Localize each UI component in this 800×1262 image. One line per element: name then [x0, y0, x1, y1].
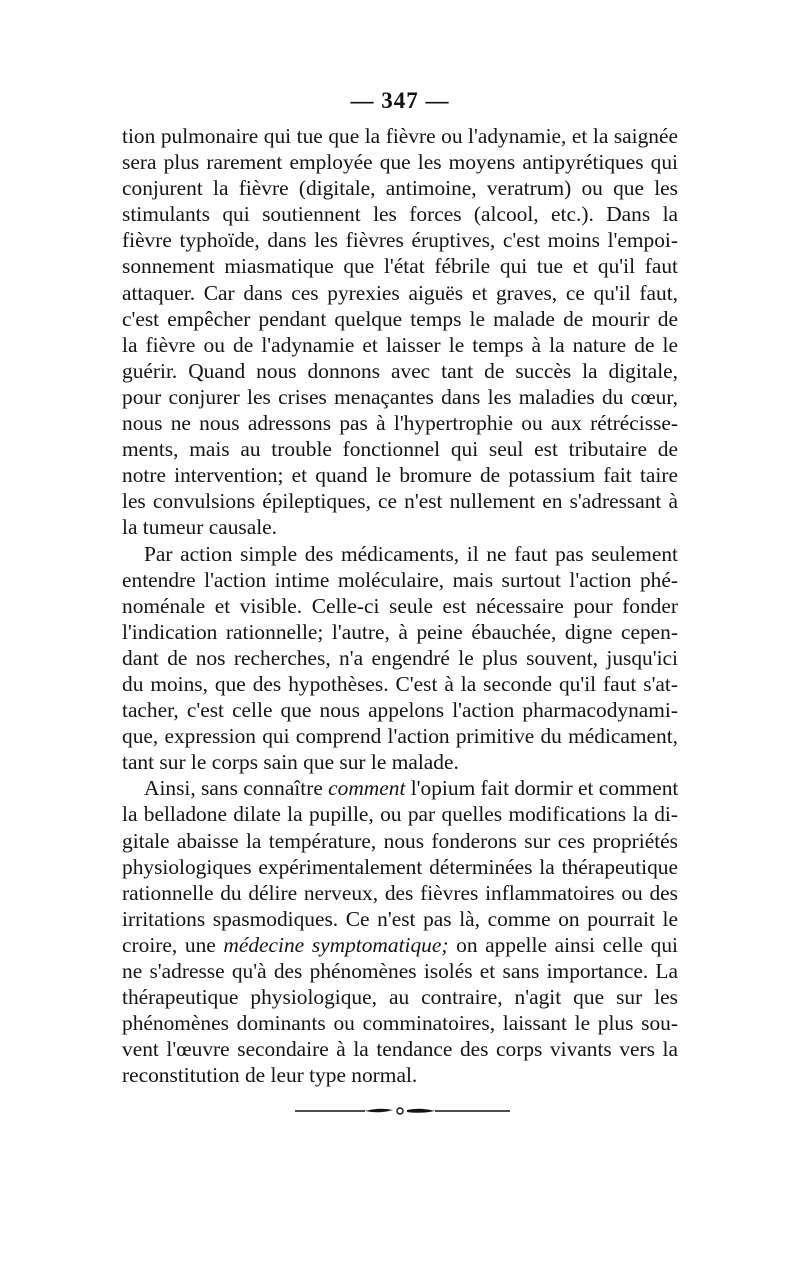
- emphasis-medecine-symptomatique: médecine symptomatique;: [223, 932, 449, 957]
- text-line: ne s'adresse qu'à des phénomènes isolés et sans importance. La: [122, 959, 678, 983]
- paragraph-3: [122, 775, 678, 1088]
- text-line: la fièvre ou de l'adynamie et laisser le temps à la nature de le: [122, 332, 678, 357]
- text-line: notre intervention; et quand le bromure de potassium fait taire: [122, 463, 678, 488]
- text-line: tacher, c'est celle que nous appelons l'action pharmacodynami-: [122, 698, 678, 723]
- text-line: la tumeur causale.: [122, 515, 278, 540]
- text-line: que, expression qui comprend l'action primitive du médicament,: [122, 724, 678, 749]
- text-line: tion pulmonaire qui tue que la fièvre ou l'adynamie, et la saignée: [122, 124, 678, 148]
- text-line: [122, 775, 678, 801]
- text-line: fièvre typhoïde, dans les fièvres éruptives, c'est moins l'empoi-: [122, 228, 678, 253]
- text-line: reconstitution de leur type normal.: [122, 1063, 418, 1088]
- paragraph-1: [122, 123, 678, 541]
- body-text: [122, 123, 678, 1088]
- text-line: conjurent la fièvre (digitale, antimoine, veratrum) ou que les: [122, 176, 678, 201]
- text-line: les convulsions épileptiques, ce n'est nullement en s'adressant à: [122, 489, 678, 514]
- text-line: irritations spasmodiques. Ce n'est pas là, comme on pourrait le: [122, 906, 678, 931]
- text-span: Ainsi, sans connaître: [144, 776, 329, 801]
- emphasis-comment: comment: [328, 776, 406, 801]
- text-line: rationnelle du délire nerveux, des fièvres inflammatoires ou des: [122, 880, 678, 905]
- text-line: pour conjurer les crises menaçantes dans les maladies du cœur,: [122, 384, 678, 409]
- text-line: phénomènes dominants ou comminatoires, laissant le plus sou-: [122, 1011, 678, 1036]
- text-line: guérir. Quand nous donnons avec tant de succès la digitale,: [122, 358, 678, 383]
- text-line: physiologiques expérimentalement déterminées la thérapeutique: [122, 854, 678, 879]
- text-line: la belladone dilate la pupille, ou par quelles modifications la di-: [122, 802, 678, 827]
- text-line: sonnement miasmatique que l'état fébrile qui tue et qu'il faut: [122, 254, 678, 279]
- text-line: tant sur le corps sain que sur le malade.: [122, 750, 459, 775]
- text-line: ments, mais au trouble fonctionnel qui seul est tributaire de: [122, 437, 678, 462]
- text-span: on appelle ainsi celle qui: [448, 932, 678, 957]
- text-line: sera plus rarement employée que les moyens antipyrétiques qui: [122, 150, 678, 175]
- ornamental-divider: [295, 1105, 510, 1117]
- text-line: vent l'œuvre secondaire à la tendance des corps vivants vers la: [122, 1037, 678, 1062]
- text-line: noménale et visible. Celle-ci seule est nécessaire pour fonder: [122, 593, 678, 618]
- page-number: — 347 —: [350, 88, 450, 113]
- text-line: Par action simple des médicaments, il ne faut pas seulement: [144, 541, 678, 566]
- text-line: gitale abaisse la température, nous fonderons sur ces propriétés: [122, 828, 678, 853]
- text-line: c'est empêcher pendant quelque temps le malade de mourir de: [122, 306, 678, 331]
- text-line: entendre l'action intime moléculaire, mais surtout l'action phé-: [122, 567, 678, 592]
- text-line: dant de nos recherches, n'a engendré le plus souvent, jusqu'ici: [122, 645, 678, 670]
- text-line: stimulants qui soutiennent les forces (alcool, etc.). Dans la: [122, 202, 678, 227]
- text-span: l'opium fait dormir et comment: [405, 776, 679, 801]
- text-line: du moins, que des hypothèses. C'est à la seconde qu'il faut s'at-: [122, 671, 678, 696]
- text-line: thérapeutique physiologique, au contraire, n'agit que sur les: [122, 985, 678, 1010]
- text-line: nous ne nous adressons pas à l'hypertrophie ou aux rétrécisse-: [122, 411, 678, 436]
- text-line: [122, 932, 678, 958]
- text-line: l'indication rationnelle; l'autre, à peine ébauchée, digne cepen-: [122, 619, 678, 644]
- text-span: croire, une: [122, 932, 224, 957]
- paragraph-2: [122, 541, 678, 776]
- text-line: attaquer. Car dans ces pyrexies aiguës et graves, ce qu'il faut,: [122, 280, 678, 305]
